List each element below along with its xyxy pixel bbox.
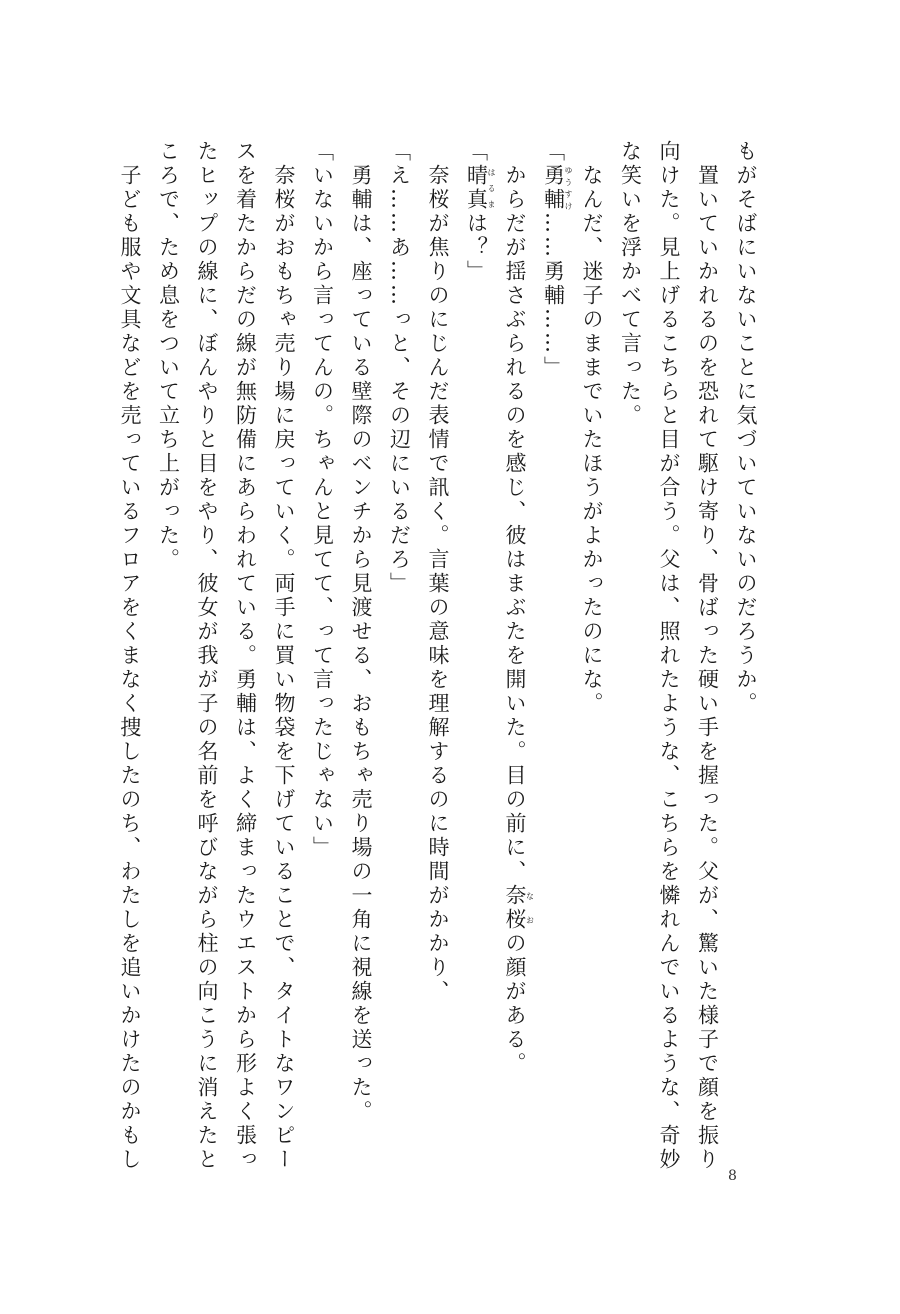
- text-line-1: もがそばにいないことに気づいていないのだろうか。: [734, 140, 758, 716]
- text-line-9: 奈桜が焦りのにじんだ表情で訊く。言葉の意味を理解するのに時間がかかり、: [426, 140, 450, 1004]
- text-line-12: 「いないから言ってんの。ちゃんと見てて、って言ったじゃない」: [310, 140, 335, 860]
- ruby-base-yuusuke: 勇輔: [541, 164, 566, 212]
- text-line-15: たヒップの線に、ぼんやりと目をやり、彼女が我が子の名前を呼びながら柱の向こうに消えたと: [195, 140, 219, 1172]
- text-line-5: なんだ、迷子のままでいたほうがよかったのにな。: [580, 140, 604, 716]
- text-line-7-tail: の顔がある。: [503, 932, 527, 1076]
- dialogue-rest: ……勇輔……」: [541, 212, 566, 380]
- novel-body-text: [118, 140, 765, 1172]
- dialogue-rest: は？」: [464, 212, 489, 284]
- text-line-3: 向けた。見上げるこちらと目が合う。父は、照れたような、こちらを憐れんでいるような、奇妙: [657, 140, 681, 1172]
- page-number: 8: [728, 1168, 737, 1184]
- text-line-4: な笑いを浮かべて言った。: [618, 140, 643, 428]
- text-line-17: 子ども服や文具などを売っているフロアをくまなく捜したのち、わたしを追いかけたのかもし: [118, 140, 142, 1172]
- text-line-8: [457, 140, 496, 1140]
- ruby-base-haruma: 晴真: [464, 164, 489, 212]
- ruby-haruma: [464, 164, 496, 212]
- ruby-nao: [503, 884, 535, 932]
- text-line-11: 勇輔は、座っている壁際のベンチから見渡せる、おもちゃ売り場の一角に視線を送った。: [349, 140, 373, 1124]
- text-line-10: 「え……あ……っと、その辺にいるだろ」: [387, 140, 412, 596]
- dialogue-open-bracket: 「: [541, 140, 566, 164]
- ruby-reading-nao: なお: [525, 884, 535, 932]
- text-line-2: 置いていかれるのを恐れて駆け寄り、骨ばった硬い手を握った。父が、驚いた様子で顔を振り: [695, 140, 720, 1172]
- ruby-yuusuke: [541, 164, 573, 212]
- text-line-7-head: からだが揺さぶられるのを感じ、彼はまぶたを開いた。目の前に、: [503, 140, 527, 884]
- text-line-16: ころで、ため息をついて立ち上がった。: [156, 140, 181, 572]
- text-line-13: 奈桜がおもちゃ売り場に戻っていく。両手に買い物袋を下げていることで、タイトなワンピー: [272, 140, 296, 1172]
- text-line-6: [534, 140, 573, 1140]
- ruby-reading-yuusuke: ゆうすけ: [564, 164, 573, 212]
- dialogue-open-bracket: 「: [464, 140, 489, 164]
- ruby-base-nao: 奈桜: [503, 884, 527, 932]
- text-line-7: [496, 140, 535, 1140]
- text-line-14: スを着たからだの線が無防備にあらわれている。勇輔は、よく締まったウエストから形よく張っ: [233, 140, 258, 1172]
- ruby-reading-haruma: はるま: [487, 164, 496, 212]
